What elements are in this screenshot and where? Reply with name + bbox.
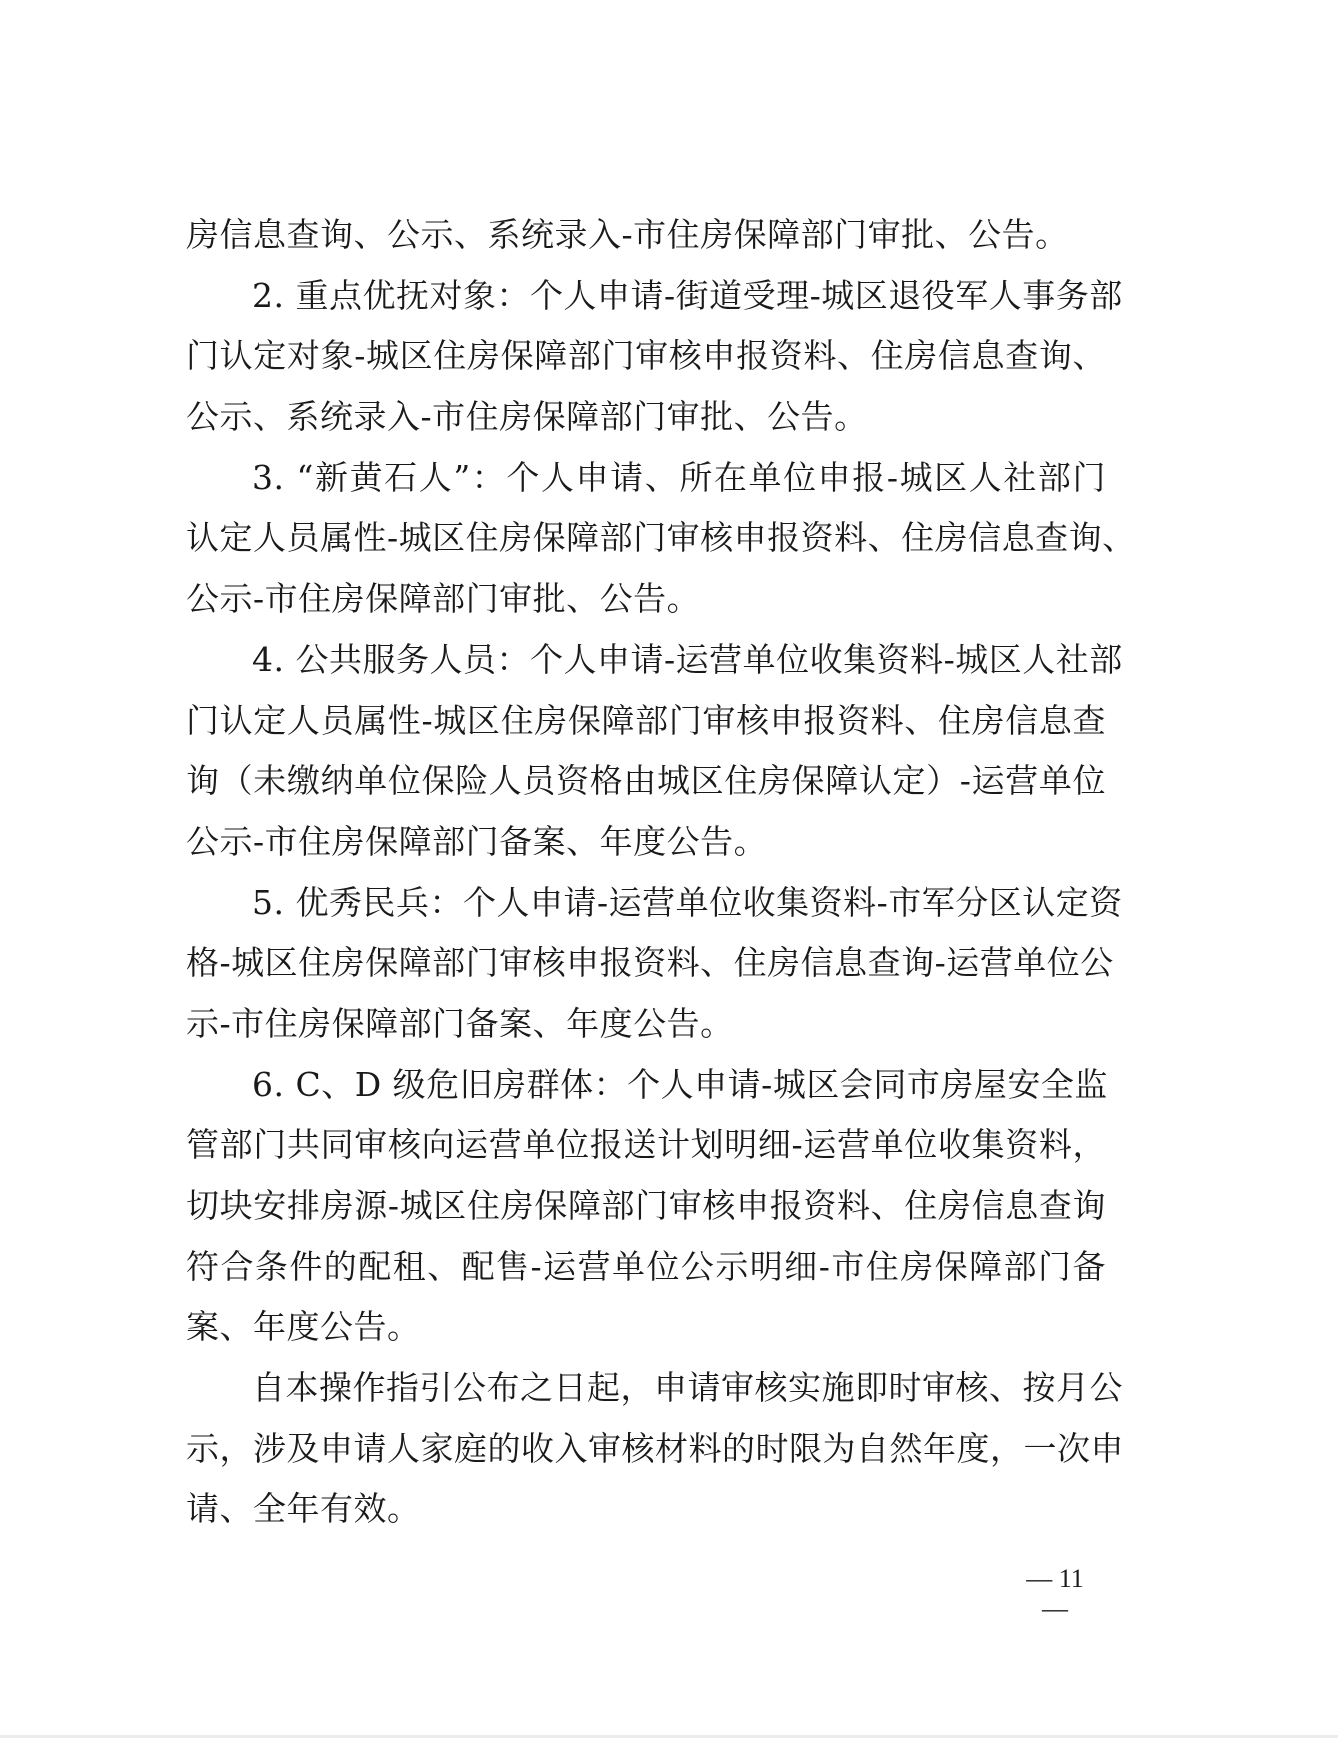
text-line: 示，涉及申请人家庭的收入审核材料的时限为自然年度，一次申 [186, 1428, 1124, 1468]
page-bottom-edge [0, 1735, 1338, 1738]
text-line: 房信息查询、公示、系统录入-市住房保障部门审批、公告。 [186, 215, 1069, 254]
text-line: 询（未缴纳单位保险人员资格由城区住房保障认定）-运营单位 [186, 761, 1106, 801]
text-line: 公示-市住房保障部门备案、年度公告。 [186, 821, 768, 861]
text-line: 认定人员属性-城区住房保障部门审核申报资料、住房信息查询、 [186, 518, 1136, 558]
page-number: — 11 — [1026, 1564, 1084, 1623]
text-line: 2. 重点优抚对象：个人申请-街道受理-城区退役军人事务部 [252, 275, 1123, 315]
text-line: 管部门共同审核向运营单位报送计划明细-运营单位收集资料， [186, 1125, 1106, 1165]
body-text [186, 205, 1136, 1540]
text-line: 切块安排房源-城区住房保障部门审核申报资料、住房信息查询 [186, 1186, 1106, 1225]
text-line: 请、全年有效。 [186, 1489, 421, 1529]
text-line: 4. 公共服务人员：个人申请-运营单位收集资料-城区人社部 [252, 639, 1123, 679]
text-line: 案、年度公告。 [186, 1307, 421, 1347]
text-line: 格-城区住房保障部门审核申报资料、住房信息查询-运营单位公 [186, 943, 1114, 983]
text-line: 门认定人员属性-城区住房保障部门审核申报资料、住房信息查 [186, 700, 1106, 740]
text-line: 公示、系统录入-市住房保障部门审批、公告。 [186, 397, 868, 437]
text-line: 3. “新黄石人”：个人申请、所在单位申报-城区人社部门 [252, 457, 1106, 497]
text-line: 自本操作指引公布之日起，申请审核实施即时审核、按月公 [252, 1368, 1123, 1408]
text-line: 示-市住房保障部门备案、年度公告。 [186, 1003, 734, 1043]
text-line: 符合条件的配租、配售-运营单位公示明细-市住房保障部门备 [186, 1246, 1106, 1286]
text-line: 公示-市住房保障部门审批、公告。 [186, 579, 701, 619]
text-line: 6. C、D 级危旧房群体：个人申请-城区会同市房屋安全监 [252, 1064, 1108, 1104]
text-line: 5. 优秀民兵：个人申请-运营单位收集资料-市军分区认定资 [252, 882, 1123, 922]
text-line: 门认定对象-城区住房保障部门审核申报资料、住房信息查询、 [186, 336, 1106, 376]
